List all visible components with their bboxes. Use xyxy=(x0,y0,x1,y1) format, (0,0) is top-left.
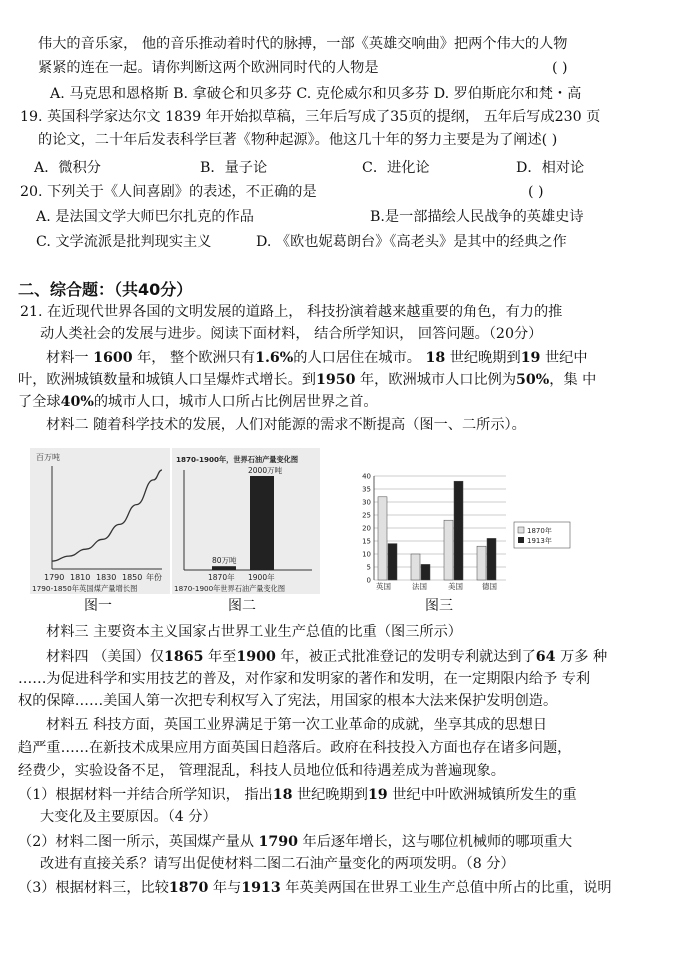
material1-line2: 叶，欧洲城镇数量和城镇人口呈爆炸式增长。到1950 年，欧洲城市人口比例为50%，集 中 xyxy=(18,372,597,388)
fig3-legend-swatch-1913 xyxy=(518,537,524,543)
q20-stem: 20. 下列关于《人间喜剧》的表述，不正确的是 xyxy=(20,184,317,200)
subq3-line1: （3）根据材料三，比较1870 年与1913 年英美两国在世界工业生产总值中所占的比重，说明 xyxy=(18,880,612,896)
figure2-oil-chart xyxy=(172,448,320,594)
figure1-coal-chart xyxy=(30,448,170,594)
fig3-bar-1-1 xyxy=(421,564,430,580)
fig3-y-tick: 15 xyxy=(362,537,371,546)
fig3-y-tick: 20 xyxy=(362,524,371,533)
material5-line2: 趋严重……在新技术成果应用方面英国日趋落后。政府在科技投入方面也存在诸多问题， xyxy=(18,740,572,756)
q21-line1: 21. 在近现代世界各国的文明发展的道路上， 科技扮演着越来越重要的角色，有力的推 xyxy=(20,304,563,320)
material1-line1: 材料一 1600 年， 整个欧洲只有1.6%的人口居住在城市。 18 世纪晚期到19 世纪中 xyxy=(46,350,588,366)
q19-option-a: A．微积分 xyxy=(34,160,101,176)
fig3-legend-swatch-1870 xyxy=(518,527,524,533)
fig2-category-1870: 1870年 xyxy=(208,573,235,582)
q20-option-a: A. 是法国文学大师巴尔扎克的作品 xyxy=(36,209,254,225)
fig3-legend-1870: 1870年 xyxy=(527,527,552,535)
q20-option-c: C. 文学流派是批判现实主义 xyxy=(36,234,212,250)
fig3-bar-0-3 xyxy=(477,546,486,580)
fig1-title: 1790-1850年英国煤产量增长图 xyxy=(32,584,138,593)
fig1-tick-1790: 1790 xyxy=(44,573,65,582)
fig3-bar-0-0 xyxy=(378,497,387,580)
subq1-line2: 大变化及主要原因。（4 分） xyxy=(40,809,217,825)
fig3-category-us: 美国 xyxy=(448,582,463,591)
q21-line2: 动人类社会的发展与进步。阅读下面材料， 结合所学知识， 回答问题。（20分） xyxy=(40,326,543,342)
fig3-legend-1913: 1913年 xyxy=(527,537,552,545)
subq2-line1: （2）材料二图一所示，英国煤产量从 1790 年后逐年增长，这与哪位机械师的哪项重大 xyxy=(18,834,573,850)
fig3-category-uk: 英国 xyxy=(376,582,391,591)
fig3-bar-1-2 xyxy=(454,481,463,580)
material2-text: 材料二 随着科学技术的发展，人们对能源的需求不断提高（图一、二所示）。 xyxy=(46,417,526,433)
fig1-tick-1810: 1810 xyxy=(70,573,91,582)
subq2-line2: 改进有直接关系？请写出促使材料二图二石油产量变化的两项发明。（8 分） xyxy=(40,856,515,872)
fig3-bar-0-1 xyxy=(411,554,420,580)
q20-answer-paren: ( ) xyxy=(528,184,544,200)
fig3-bar-1-0 xyxy=(388,544,397,580)
fig2-category-1900: 1900年 xyxy=(248,573,275,582)
figure3-industry-chart xyxy=(356,470,576,594)
q19-option-d: D．相对论 xyxy=(516,160,585,176)
subq1-line1: （1）根据材料一并结合所学知识， 指出18 世纪晚期到19 世纪中叶欧洲城镇所发生的重 xyxy=(18,787,577,803)
fig3-y-tick: 40 xyxy=(362,472,371,481)
q19-line1: 19. 英国科学家达尔文 1839 年开始拟草稿，三年后写成了35页的提纲， 五年后写成230 页 xyxy=(20,109,601,125)
fig2-bottom-title: 1870-1900年世界石油产量变化图 xyxy=(174,584,286,593)
fig1-caption: 图一 xyxy=(84,598,112,614)
fig3-y-tick: 0 xyxy=(366,576,371,585)
q18-line2: 紧紧的连在一起。请你判断这两个欧洲同时代的人物是 xyxy=(38,60,379,76)
fig1-year-unit: 年份 xyxy=(146,573,162,582)
fig3-category-fr: 法国 xyxy=(412,582,427,591)
fig1-tick-1830: 1830 xyxy=(96,573,117,582)
fig3-y-tick: 25 xyxy=(362,511,371,520)
fig3-y-tick: 10 xyxy=(362,550,371,559)
fig2-data-label-1870: 80万吨 xyxy=(212,556,237,566)
q20-option-d: D. 《欧也妮葛朗台》《高老头》是其中的经典之作 xyxy=(256,234,567,250)
material5-line1: 材料五 科技方面，英国工业界满足于第一次工业革命的成就，坐享其成的思想日 xyxy=(46,717,548,733)
fig1-tick-1850: 1850 xyxy=(122,573,143,582)
fig3-y-tick: 5 xyxy=(366,563,371,572)
fig2-top-title: 1870-1900年，世界石油产量变化图 xyxy=(176,455,299,464)
fig3-bar-0-2 xyxy=(444,520,453,580)
q19-option-c: C．进化论 xyxy=(362,160,430,176)
q20-option-b: B.是一部描绘人民战争的英雄史诗 xyxy=(370,209,584,225)
fig3-y-tick: 35 xyxy=(362,485,371,494)
fig2-caption: 图二 xyxy=(228,598,256,614)
fig2-bar-1870 xyxy=(212,566,236,570)
fig3-category-de: 德国 xyxy=(482,582,497,591)
fig1-unit-label: 百万吨 xyxy=(36,453,60,462)
material4-line2: ……为促进科学和实用技艺的普及，对作家和发明家的著作和发明，在一定期限内给予 专利 xyxy=(18,671,591,687)
material4-line1: 材料四 （美国）仅1865 年至1900 年，被正式批准登记的发明专利就达到了64 万多 种 xyxy=(46,649,608,665)
q19-line2: 的论文，二十年后发表科学巨著《物种起源》。他这几十年的努力主要是为了阐述( ) xyxy=(38,132,558,148)
material1-line3: 了全球40%的城市人口，城市人口所占比例居世界之首。 xyxy=(18,394,378,410)
fig3-y-tick: 30 xyxy=(362,498,371,507)
q18-answer-paren: ( ) xyxy=(552,60,568,76)
q18-options: A. 马克思和恩格斯 B. 拿破仑和贝多芬 C. 克伦威尔和贝多芬 D. 罗伯斯庇尔和梵・高 xyxy=(50,86,582,102)
material5-line3: 经费少，实验设备不足， 管理混乱，科技人员地位低和待遇差成为普遍现象。 xyxy=(18,763,505,779)
fig3-bar-1-3 xyxy=(487,538,496,580)
fig2-data-label-1900: 2000万吨 xyxy=(248,466,283,475)
section-title: 二、综合题：（共40分） xyxy=(18,280,193,299)
fig2-bar-1900 xyxy=(250,476,274,570)
q19-option-b: B．量子论 xyxy=(200,160,268,176)
q18-line1: 伟大的音乐家， 他的音乐推动着时代的脉搏，一部《英雄交响曲》把两个伟大的人物 xyxy=(38,36,568,52)
material4-line3: 权的保障……美国人第一次把专利权写入了宪法，用国家的根本大法来保护发明创造。 xyxy=(18,693,558,709)
material3-text: 材料三 主要资本主义国家占世界工业生产总值的比重（图三所示） xyxy=(46,624,462,640)
fig3-caption: 图三 xyxy=(425,598,453,614)
